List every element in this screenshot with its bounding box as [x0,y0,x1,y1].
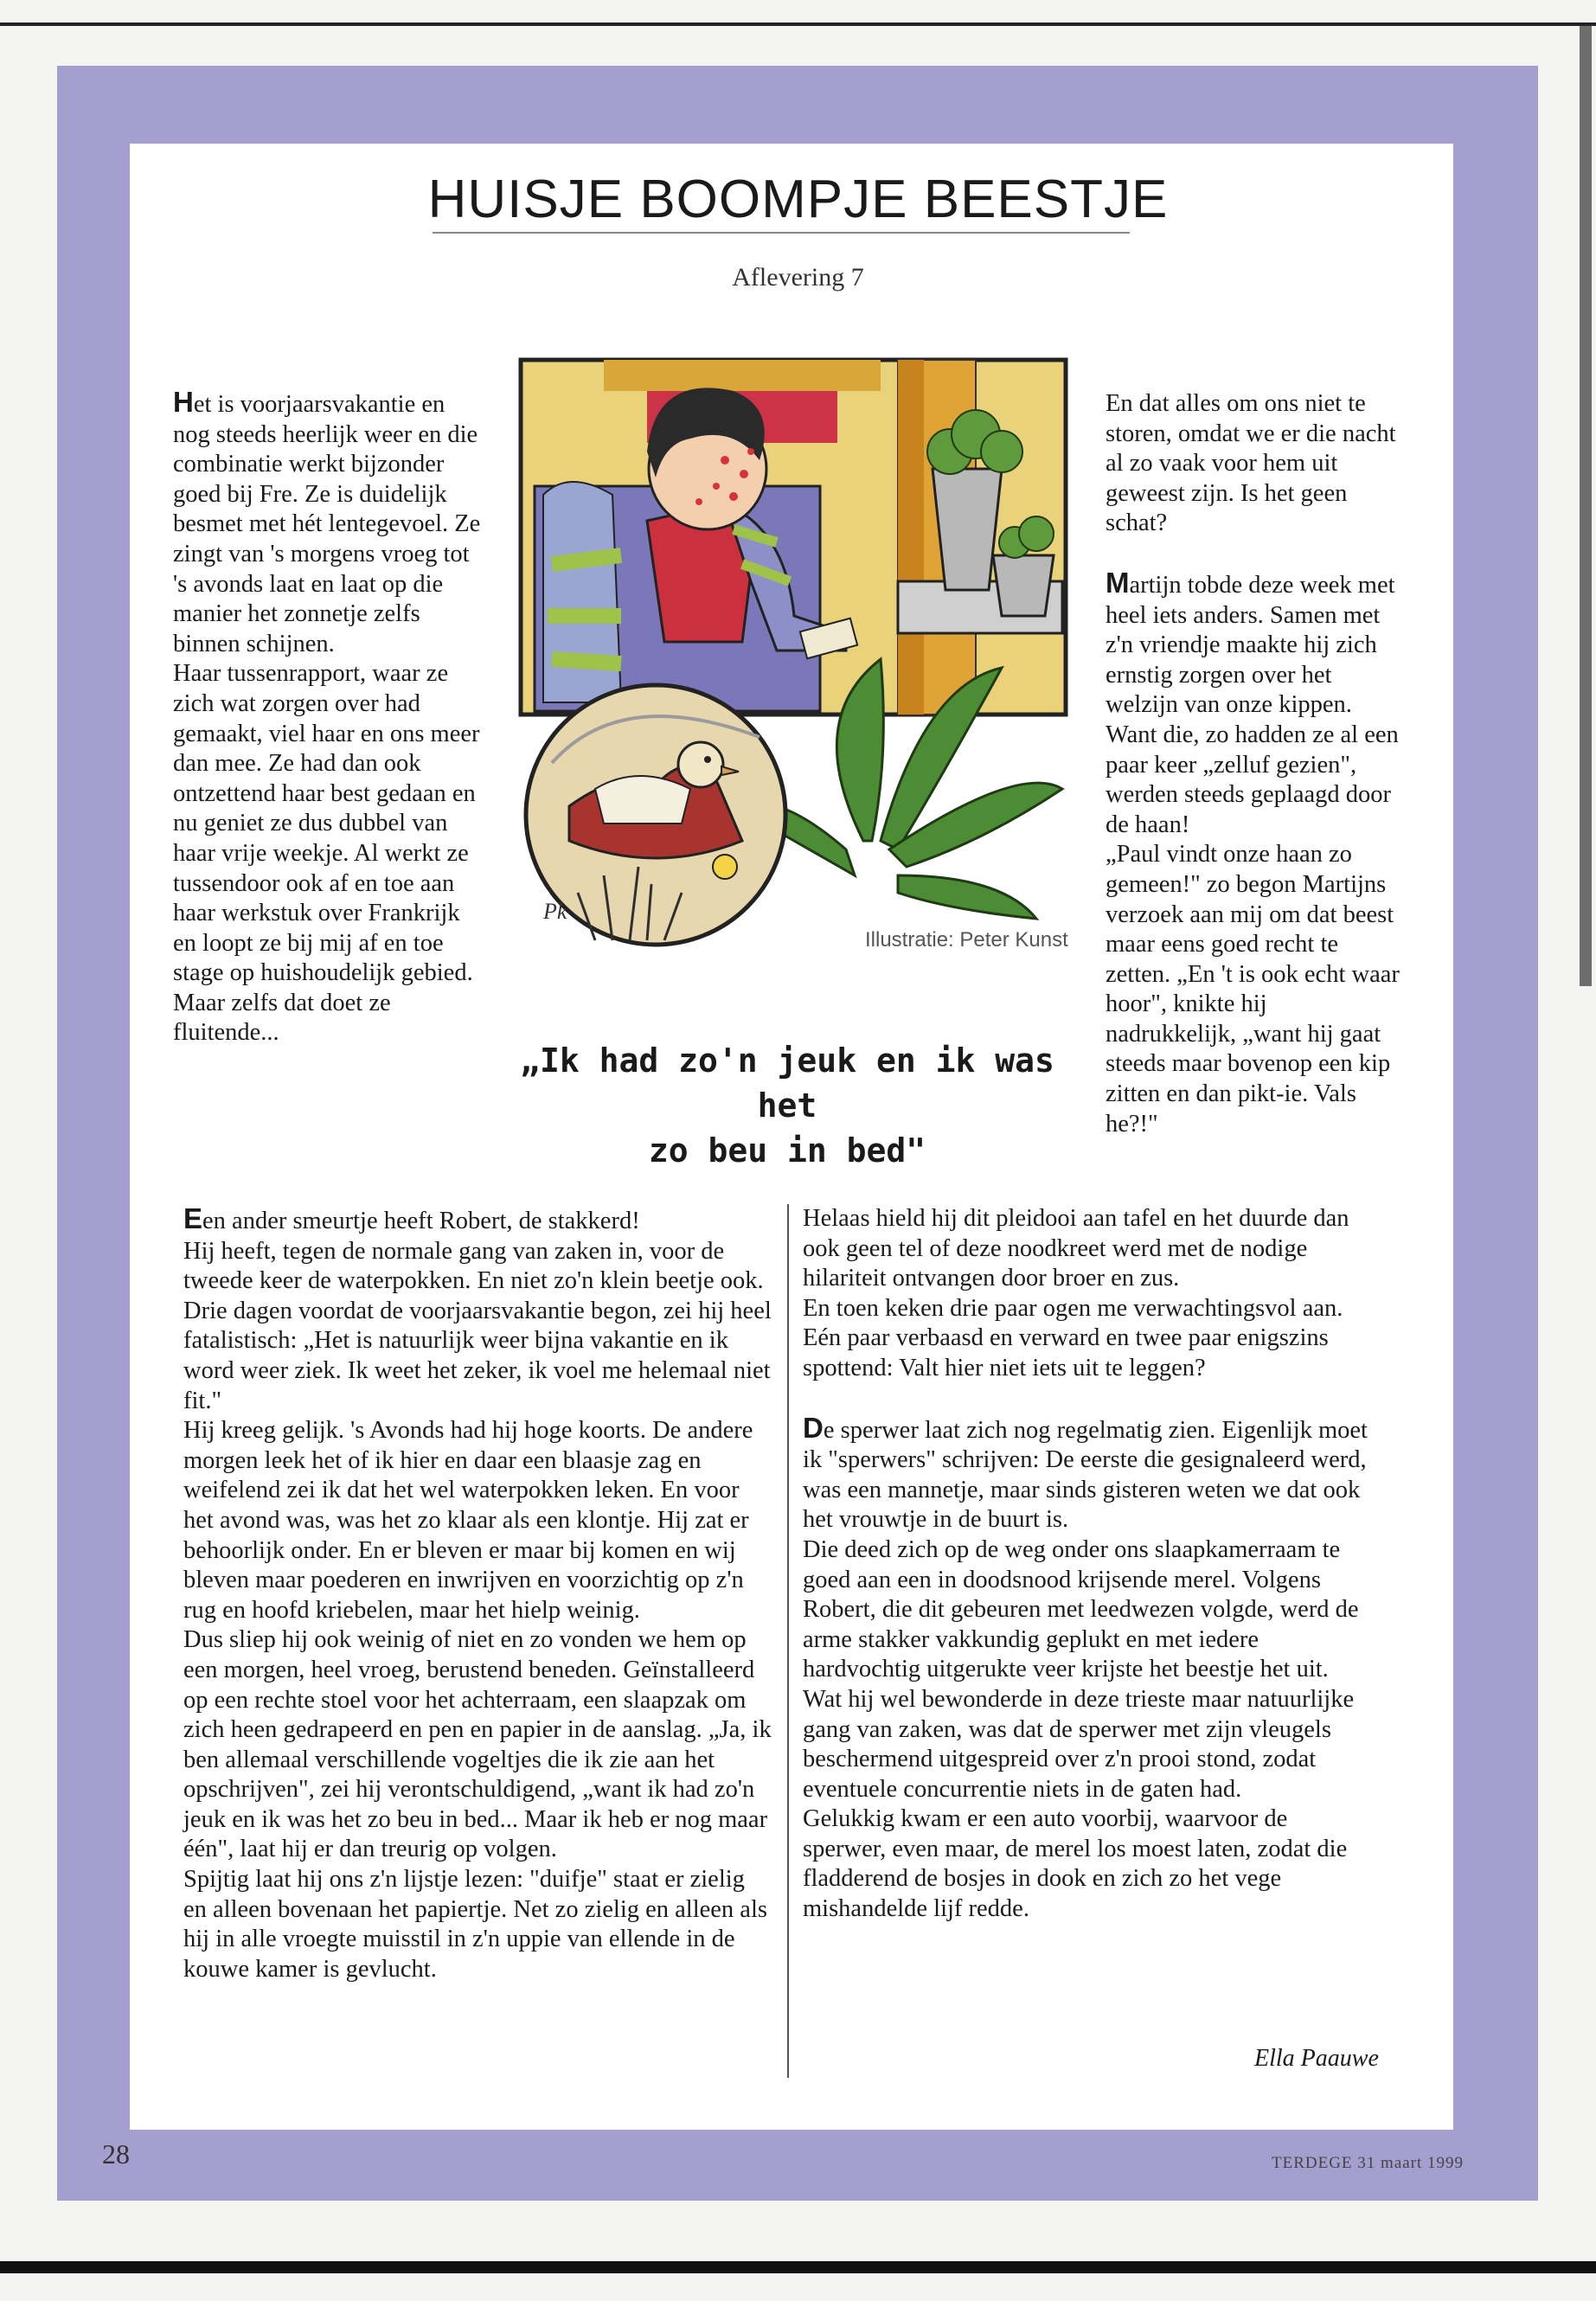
title-underline [433,232,1130,234]
paragraph: Die deed zich op de weg onder ons slaapkamerraam te goed aan een in doodsnood krijsende merel. Volgens Robert, die dit gebeuren met leedwezen volgde, werd de arme stakker vakkundig geplukt en met iedere hardvochtig uitgerukte veer krijste het beestje het uit. [803,1535,1359,1683]
episode-label: Aflevering 7 [732,263,864,292]
paragraph: En dat alles om ons niet te storen, omdat we er die nacht al zo vaak voor hem uit geweest zijn. Is het geen schat? [1106,390,1396,537]
paragraph [803,1413,1374,1535]
paragraph: Haar tussenrapport, waar ze zich wat zorgen over had gemaakt, viel haar en ons meer dan mee. Ze had dan ook ontzettend haar best gedaan en nu geniet ze dus dubbel van haar vrije weekje. Al werkt ze tussendoor ook af en toe aan haar werkstuk over Frankrijk en loopt ze bij mij af en toe stage op huishoudelijk gebied. Maar zelfs dat doet ze fluitende... [173,660,480,1047]
bottom-left-column [183,1204,772,1984]
publication-footer: TERDEGE 31 maart 1999 [1272,2154,1465,2172]
author-signature: Ella Paauwe [1254,2045,1379,2072]
paragraph-text: e sperwer laat zich nog regelmatig zien. Eigenlijk moet ik "sperwers" schrijven: De eerste die gesignaleerd werd, was een mannetje, maar sinds gisteren weten we dat ook het vrouwtje in de buurt is. [803,1416,1368,1534]
paragraph: Drie dagen voordat de voorjaarsvakantie begon, zei hij heel fatalistisch: „Het is natuurlijk weer bijna vakantie en ik word weer ziek. Ik weet het zeker, ik voel me helemaal niet fit." [183,1297,772,1414]
illustration-caption: Illustratie: Peter Kunst [865,928,1068,952]
paragraph-text: et is voorjaarsvakantie en nog steeds heerlijk weer en die combinatie werkt bijzonder goed bij Fre. Ze is duidelijk besmet met hét lentegevoel. Ze zingt van 's morgens vroeg tot 's avonds laat en laat op die manier het zonnetje zelfs binnen schijnen. [173,391,481,657]
left-column [173,388,484,1048]
column-divider [787,1204,789,2078]
paragraph: Dus sliep hij ook weinig of niet en zo vonden we hem op een morgen, heel vroeg, berustend beneden. Geïnstalleerd op een rechte stoel voor het achterraam, een slaapzak om zich heen gedrapeerd en pen en papier in de aanslag. „Ja, ik ben allemaal verschillende vogeltjes die ik zie aan het opschrijven", zei hij verontschuldigend, „want ik had zo'n jeuk en ik was het zo beu in bed... Maar ik heb er nog maar één", laat hij er dan treurig op volgen. [183,1626,772,1863]
paragraph: Spijtig laat hij ons z'n lijstje lezen: "duifje" staat er zielig en alleen bovenaan het papiertje. Net zo zielig en alleen als hij in alle vroegte muisstil in z'n uppie van ellende in de kouwe kamer is gevlucht. [183,1866,767,1983]
scan-edge-bottom [0,2261,1596,2273]
scan-edge-top [0,22,1596,26]
drop-cap: M [1106,566,1130,599]
paragraph: Gelukkig kwam er een auto voorbij, waarvoor de sperwer, even maar, de merel los moest laten, zodat die fladderend de bosjes in dook en zich zo het vege mishandelde lijf redde. [803,1805,1348,1923]
paragraph [173,388,484,659]
paragraph-text: en ander smeurtje heeft Robert, de stakkerd! [202,1208,640,1234]
paragraph-text: artijn tobde deze week met heel iets anders. Samen met z'n vriendje maakte hij zich ernstig zorgen over het welzijn van onze kippen. Want die, zo hadden ze al een paar keer „zelluf gezien", werden steeds geplaagd door de haan! [1106,571,1399,838]
illustration-boy-with-bird [517,356,1069,950]
paragraph: Hij kreeg gelijk. 's Avonds had hij hoge koorts. De andere morgen leek het of ik hier en daar een blaasje zag en weifelend zei ik dat het wel waterpokken leken. En voor het avond was, was het zo klaar als een klontje. Hij zat er behoorlijk onder. En er bleven er maar bij komen en wij bleven maar poederen en inwrijven en voorzichtig op z'n rug en hoofd kriebelen, maar het hielp weinig. [183,1417,753,1624]
page-number: 28 [102,2138,130,2170]
drop-cap: E [183,1202,203,1234]
paragraph: En toen keken drie paar ogen me verwachtingsvol aan. Eén paar verbaasd en verward en twee paar enigszins spottend: Valt hier niet iets uit te leggen? [803,1294,1343,1381]
artist-monogram: Pk [543,899,567,924]
paragraph: Helaas hield hij dit pleidooi aan tafel en het duurde dan ook geen tel of deze noodkreet werd met de nodige hilariteit ontvangen door broer en zus. [803,1205,1349,1292]
paragraph: „Paul vindt onze haan zo gemeen!" zo begon Martijns verzoek aan mij om dat beest maar eens goed recht te zetten. „En 't is ook echt waar hoor", knikte hij nadrukkelijk, „want hij gaat steeds maar bovenop een kip zitten en dan pikt-ie. Vals he?!" [1106,841,1400,1138]
pull-quote [502,1038,1073,1173]
drop-cap: H [173,386,194,418]
drop-cap: D [803,1411,824,1444]
pull-quote-line: zo beu in bed" [648,1131,926,1170]
paragraph: Hij heeft, tegen de normale gang van zaken in, voor de tweede keer de waterpokken. En niet zo'n klein beetje ook. [183,1237,764,1295]
pull-quote-line: „Ik had zo'n jeuk en ik was het [520,1042,1054,1125]
paragraph [183,1204,772,1237]
bottom-right-column [803,1204,1374,1925]
article-title: HUISJE BOOMPJE BEESTJE [427,170,1169,229]
paragraph: Wat hij wel bewonderde in deze trieste maar natuurlijke gang van zaken, was dat de sperwer met zijn vleugels beschermend uitgespreid over z'n prooi stond, zodat eventuele concurrentie niets in de gaten had. [803,1685,1355,1803]
right-column [1106,389,1400,1139]
paragraph [1106,568,1400,840]
